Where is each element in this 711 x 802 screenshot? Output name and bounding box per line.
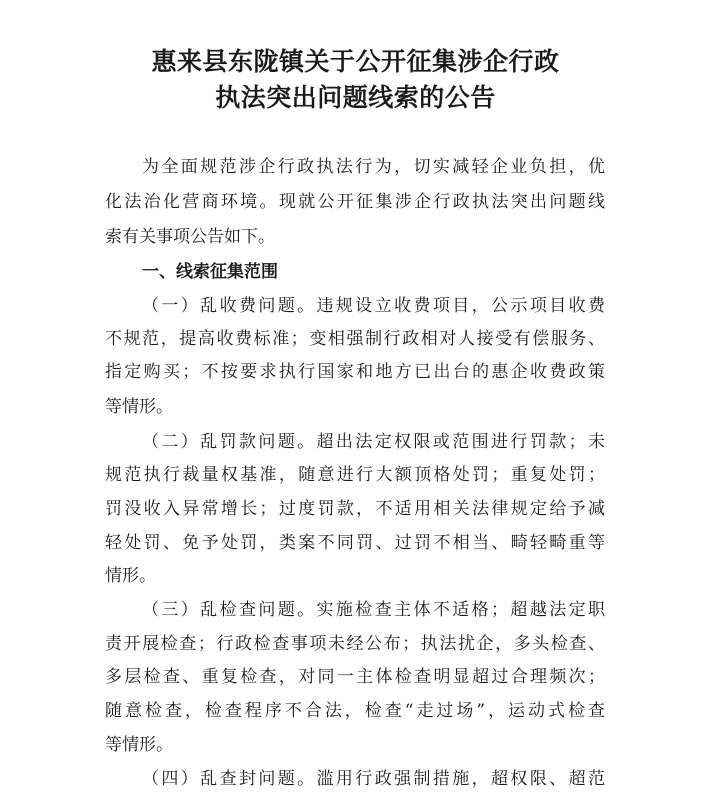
- intro-line-1: 为全面规范涉企行政执法行为，切实减轻企业负担，优: [142, 157, 605, 177]
- item2-line-5: 情形。: [105, 566, 156, 586]
- item3-line-1: （三）乱检查问题。实施检查主体不适格；超越法定职: [142, 600, 605, 620]
- document-title-line-1: 惠来县东陇镇关于公开征集涉企行政: [151, 47, 560, 76]
- item3-line-3: 多层检查、重复检查，对同一主体检查明显超过合理频次；: [105, 667, 605, 687]
- item3-line-4: 随意检查，检查程序不合法，检查“走过场”，运动式检查: [105, 701, 605, 721]
- item4-line-1: （四）乱查封问题。滥用行政强制措施，超权限、超范: [142, 769, 605, 789]
- item3-line-2: 责开展检查；行政检查事项未经公布；执法扰企，多头检查、: [105, 634, 605, 654]
- item1-line-1: （一）乱收费问题。违规设立收费项目，公示项目收费: [142, 296, 605, 316]
- section-heading-scope: 一、线索征集范围: [142, 262, 278, 282]
- item1-line-4: 等情形。: [105, 397, 173, 417]
- document-title-line-2: 执法突出问题线索的公告: [215, 83, 496, 112]
- item1-line-2: 不规范，提高收费标准；变相强制行政相对人接受有偿服务、: [105, 329, 605, 349]
- item2-line-2: 规范执行裁量权基准，随意进行大额顶格处罚；重复处罚；: [105, 465, 605, 485]
- item1-line-3: 指定购买；不按要求执行国家和地方已出台的惠企收费政策: [105, 362, 605, 382]
- item2-line-1: （二）乱罚款问题。超出法定权限或范围进行罚款；未: [142, 432, 605, 452]
- intro-line-2: 化法治化营商环境。现就公开征集涉企行政执法突出问题线: [105, 192, 605, 212]
- item3-line-5: 等情形。: [105, 735, 173, 755]
- item2-line-3: 罚没收入异常增长；过度罚款，不适用相关法律规定给予减: [105, 499, 605, 519]
- intro-line-3: 索有关事项公告如下。: [105, 227, 275, 247]
- item2-line-4: 轻处罚、免予处罚，类案不同罚、过罚不相当、畸轻畸重等: [105, 533, 605, 553]
